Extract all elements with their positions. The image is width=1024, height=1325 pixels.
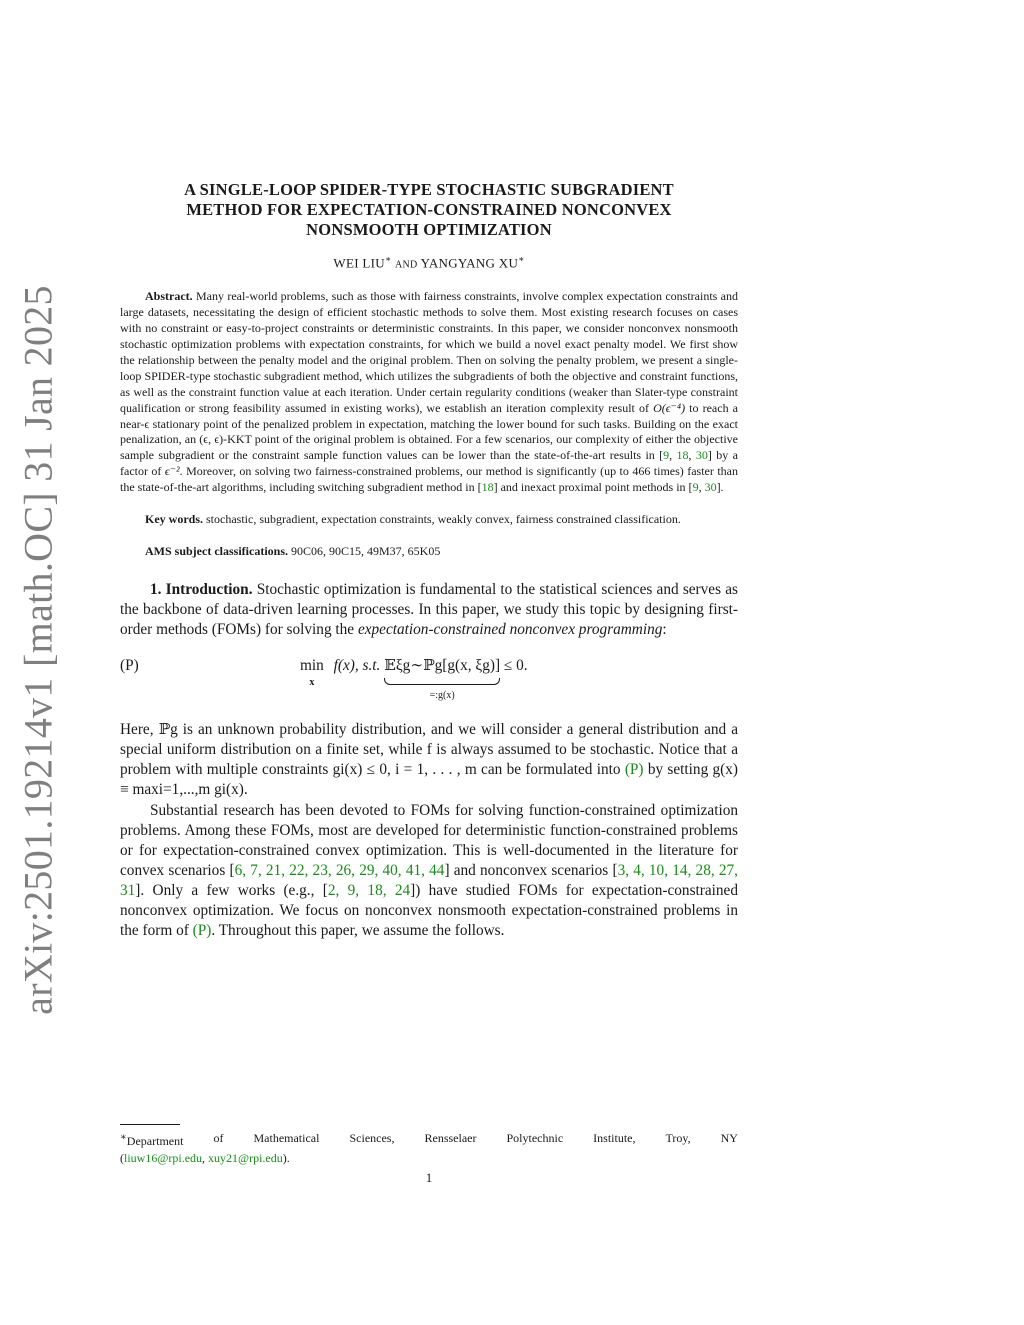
title-line: NONSMOOTH OPTIMIZATION [306, 220, 552, 239]
title-line: METHOD FOR EXPECTATION-CONSTRAINED NONCONVEX [186, 200, 672, 219]
abstract: Abstract. Many real-world problems, such as those with fairness constraints, involve complex expectation constraints and large datasets, necessitating the design of efficient stochastic methods to solve them. Most existing research focuses on cases with no constraint or easy-to-project constraints or deterministic constraints. In this paper, we consider nonconvex nonsmooth stochastic optimization problems with expectation constraints, for which we build a novel exact penalty model. We first show the relationship between the penalty model and the original problem. Then on solving the penalty problem, we present a single-loop SPIDER-type stochastic subgradient method, which utilizes the subgradients of both the objective and constraint functions, as well as the constraint function value at each iteration. Under certain regularity conditions (weaker than Slater-type constraint qualification or strong feasibility assumed in existing works), we establish an iteration complexity result of O(ϵ⁻⁴) to reach a near-ϵ stationary point of the penalized problem in expectation, matching the lower bound for such tasks. Building on the exact penalization, an (ϵ, ϵ)-KKT point of the original problem is obtained. For a few scenarios, our complexity of either the objective sample subgradient or the constraint sample function values can be lower than the state-of-the-art results in [9, 18, 30] by a factor of ϵ⁻². Moreover, on solving two fairness-constrained problems, our method is significantly (up to 466 times) faster than the state-of-the-art algorithms, including switching subgradient method in [18] and inexact proximal point methods in [9, 30]. [120, 289, 738, 495]
section-introduction: 1. Introduction. Stochastic optimization is fundamental to the statistical sciences and serves as the backbone of data-driven learning processes. In this paper, we study this topic by designing first-order methods (FOMs) for solving the expectation-constrained nonconvex programming: (P) min x f(x), s.t. 𝔼ξg∼ℙg[g(x, ξg)] =:g(x) ≤ 0. Here, ℙg is an unknown probability distribution, and we will consider a general distribution and a special uniform distribution on a finite set, while f is always assumed to be stochastic. Notice that a problem with multiple constraints gi(x) ≤ 0, i = 1, . . . , m can be formulated into (P) by setting g(x) ≡ maxi=1,...,m gi(x). Substantial research has been devoted to FOMs for solving function-constrained optimization problems. Among these FOMs, most are developed for deterministic function-constrained problems or for expectation-constrained convex optimization. This is well-documented in the literature for convex scenarios [6, 7, 21, 22, 23, 26, 29, 40, 41, 44] and nonconvex scenarios [3, 4, 10, 14, 28, 27, 31]. Only a few works (e.g., [2, 9, 18, 24]) have studied FOMs for expectation-constrained nonconvex optimization. We focus on nonconvex nonsmooth expectation-constrained problems in the form of (P). Throughout this paper, we assume the follows. [120, 580, 738, 940]
citation-link[interactable]: 2, 9, 18, 24 [327, 881, 411, 899]
citation-link[interactable]: 6, 7, 21, 22, 23, 26, 29, 40, 41, 44 [234, 861, 445, 879]
author-and: AND [394, 259, 418, 271]
arxiv-watermark [8, 285, 68, 1015]
paper-title [120, 180, 738, 240]
constraint-rhs: ≤ 0. [503, 657, 528, 675]
citation-link[interactable]: 9 [692, 480, 699, 495]
author-name: WEI LIU [333, 255, 385, 271]
equation-p [120, 652, 738, 710]
min-operator: min x [300, 657, 324, 689]
email-link[interactable]: liuw16@rpi.edu [124, 1150, 203, 1165]
keywords-text: stochastic, subgradient, expectation constraints, weakly convex, fairness constrained classification. [206, 512, 681, 527]
ams-codes: 90C06, 90C15, 49M37, 65K05 [291, 544, 441, 559]
ams-label: AMS subject classifications. [145, 544, 288, 559]
author-name: YANGYANG XU [420, 255, 519, 271]
objective: f(x), s.t. [333, 657, 381, 675]
equation-tag: (P) [120, 657, 139, 675]
authors: WEI LIU∗ AND YANGYANG XU∗ [333, 254, 525, 271]
keywords-label: Key words. [145, 512, 203, 527]
ams-classifications [120, 544, 738, 560]
underbrace [384, 678, 500, 685]
equation-ref[interactable]: (P) [624, 761, 644, 779]
paper-page [120, 180, 738, 941]
citation-link[interactable]: 18 [676, 448, 689, 463]
underbrace-label: =:g(x) [429, 690, 455, 702]
page-number: 1 [425, 1170, 433, 1185]
citation-link[interactable]: 30 [704, 480, 717, 495]
abstract-label: Abstract. [145, 289, 193, 304]
keywords [120, 512, 738, 528]
title-line: A SINGLE-LOOP SPIDER-TYPE STOCHASTIC SUBGRADIENT [184, 180, 674, 199]
expectation-term: 𝔼ξg∼ℙg[g(x, ξg)] =:g(x) [384, 656, 500, 676]
email-link[interactable]: xuy21@rpi.edu [208, 1150, 283, 1165]
citation-link[interactable]: 3, 4, 10, 14, 28, 27, 31 [120, 861, 738, 899]
footnote-rule [120, 1124, 180, 1125]
factor-expr: ϵ⁻² [164, 464, 180, 479]
citation-link[interactable]: 18 [481, 480, 494, 495]
complexity-expr: O(ϵ⁻⁴) [653, 400, 686, 415]
arxiv-id: arXiv:2501.19214v1 [math.OC] 31 Jan 2025 [15, 285, 61, 1015]
section-heading: 1. Introduction. [150, 580, 253, 598]
citation-link[interactable]: 9 [663, 448, 670, 463]
equation-ref[interactable]: (P) [192, 922, 212, 940]
footnote: ∗Department of Mathematical Sciences, Rensselaer Polytechnic Institute, Troy, NY (liuw16@rpi.edu, xuy21@rpi.edu). [120, 1131, 738, 1165]
equation-body [300, 656, 528, 702]
citation-link[interactable]: 30 [695, 448, 708, 463]
